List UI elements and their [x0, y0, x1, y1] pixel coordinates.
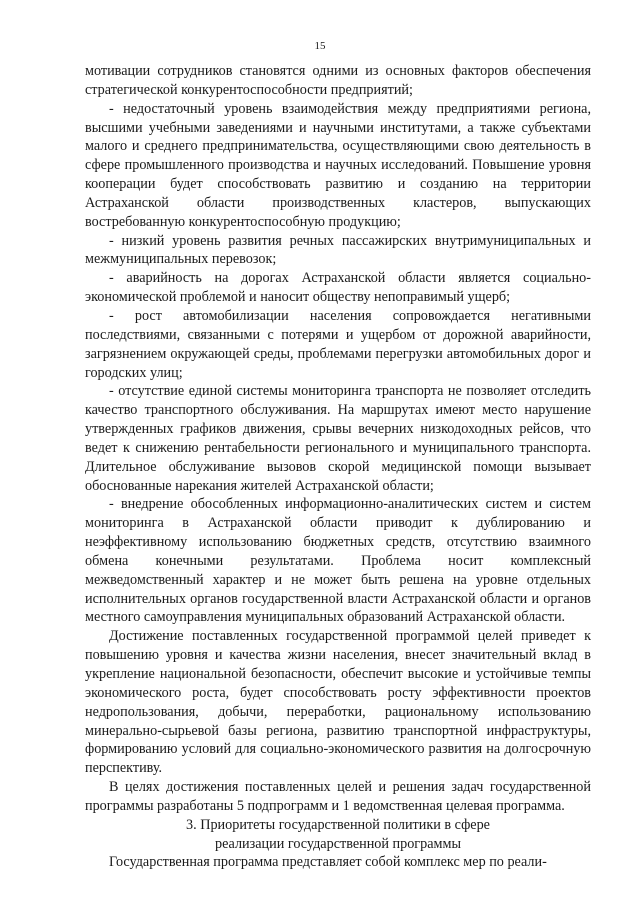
- paragraph-goals-achievement: Достижение поставленных государственной программой целей приведет к повышению уровня и качества жизни населения, внесет значительный вклад в укрепление национальной безопасности, обеспечит высокие и устойчивые темпы экономического роста, будет способствовать росту эффективности проектов недропользования, добычи, переработки, рациональному использованию минерально-сырьевой базы региона, развитию транспортной инфраструктуры, формированию условий для социально-экономического развития на долгосрочную перспективу.: [85, 628, 591, 777]
- section-heading-line-1: 3. Приоритеты государственной политики в сфере: [186, 816, 490, 833]
- paragraph-monitoring: - отсутствие единой системы мониторинга транспорта не позволяет отследить качество транспортного обслуживания. На маршрутах имеют место нарушение утвержденных графиков движения, срывы вечерних низкодоходных рейсов, что ведет к снижению рентабельности регионального и муниципального транспорта. Длительное обслуживание вызовов скорой медицинской помощи вызывает обоснованные нарекания жителей Астраханской области;: [85, 383, 591, 494]
- document-body: [85, 62, 591, 872]
- paragraph-motorization: - рост автомобилизации населения сопровождается негативными последствиями, связанными с потерями и ущербом от дорожной аварийности, загрязнением окружающей среды, проблемами перегрузки автомобильных дорог и городских улиц;: [85, 307, 591, 381]
- section-heading-line-2: реализации государственной программы: [214, 835, 462, 852]
- paragraph-information-systems: - внедрение обособленных информационно-аналитических систем и систем мониторинга в Астраханской области приводит к дублированию и неэффективному использованию бюджетных средств, отсутствию взаимного обмена конечными результатами. Проблема носит комплексный межведомственный характер и не может быть решена на уровне отдельных исполнительных органов государственной власти Астраханской области и органов местного самоуправления муниципальных образований Астраханской области.: [85, 496, 591, 626]
- paragraph-river-transport: - низкий уровень развития речных пассажирских внутримуниципальных и межмуниципальных перевозок;: [85, 232, 591, 268]
- paragraph-continuation: мотивации сотрудников становятся одними из основных факторов обеспечения стратегической конкурентоспособности предприятий;: [85, 63, 591, 98]
- paragraph-program-description: Государственная программа представляет собой комплекс мер по реали-: [109, 854, 547, 871]
- paragraph-interaction-level: - недостаточный уровень взаимодействия между предприятиями региона, высшими учебными заведениями и научными институтами, а также субъектами малого и среднего предпринимательства, осуществляющими свою деятельность в сфере промышленного производства и научных исследований. Повышение уровня кооперации будет способствовать развитию и созданию на территории Астраханской области производственных кластеров, выпускающих востребованную конкурентоспособную продукцию;: [85, 100, 591, 230]
- page-number: 15: [314, 40, 326, 52]
- paragraph-subprograms: В целях достижения поставленных целей и решения задач государственной программы разработаны 5 подпрограмм и 1 ведомственная целевая программа.: [85, 779, 591, 814]
- paragraph-road-accidents: - аварийность на дорогах Астраханской области является социально-экономической проблемой и наносит обществу непоправимый ущерб;: [85, 270, 591, 306]
